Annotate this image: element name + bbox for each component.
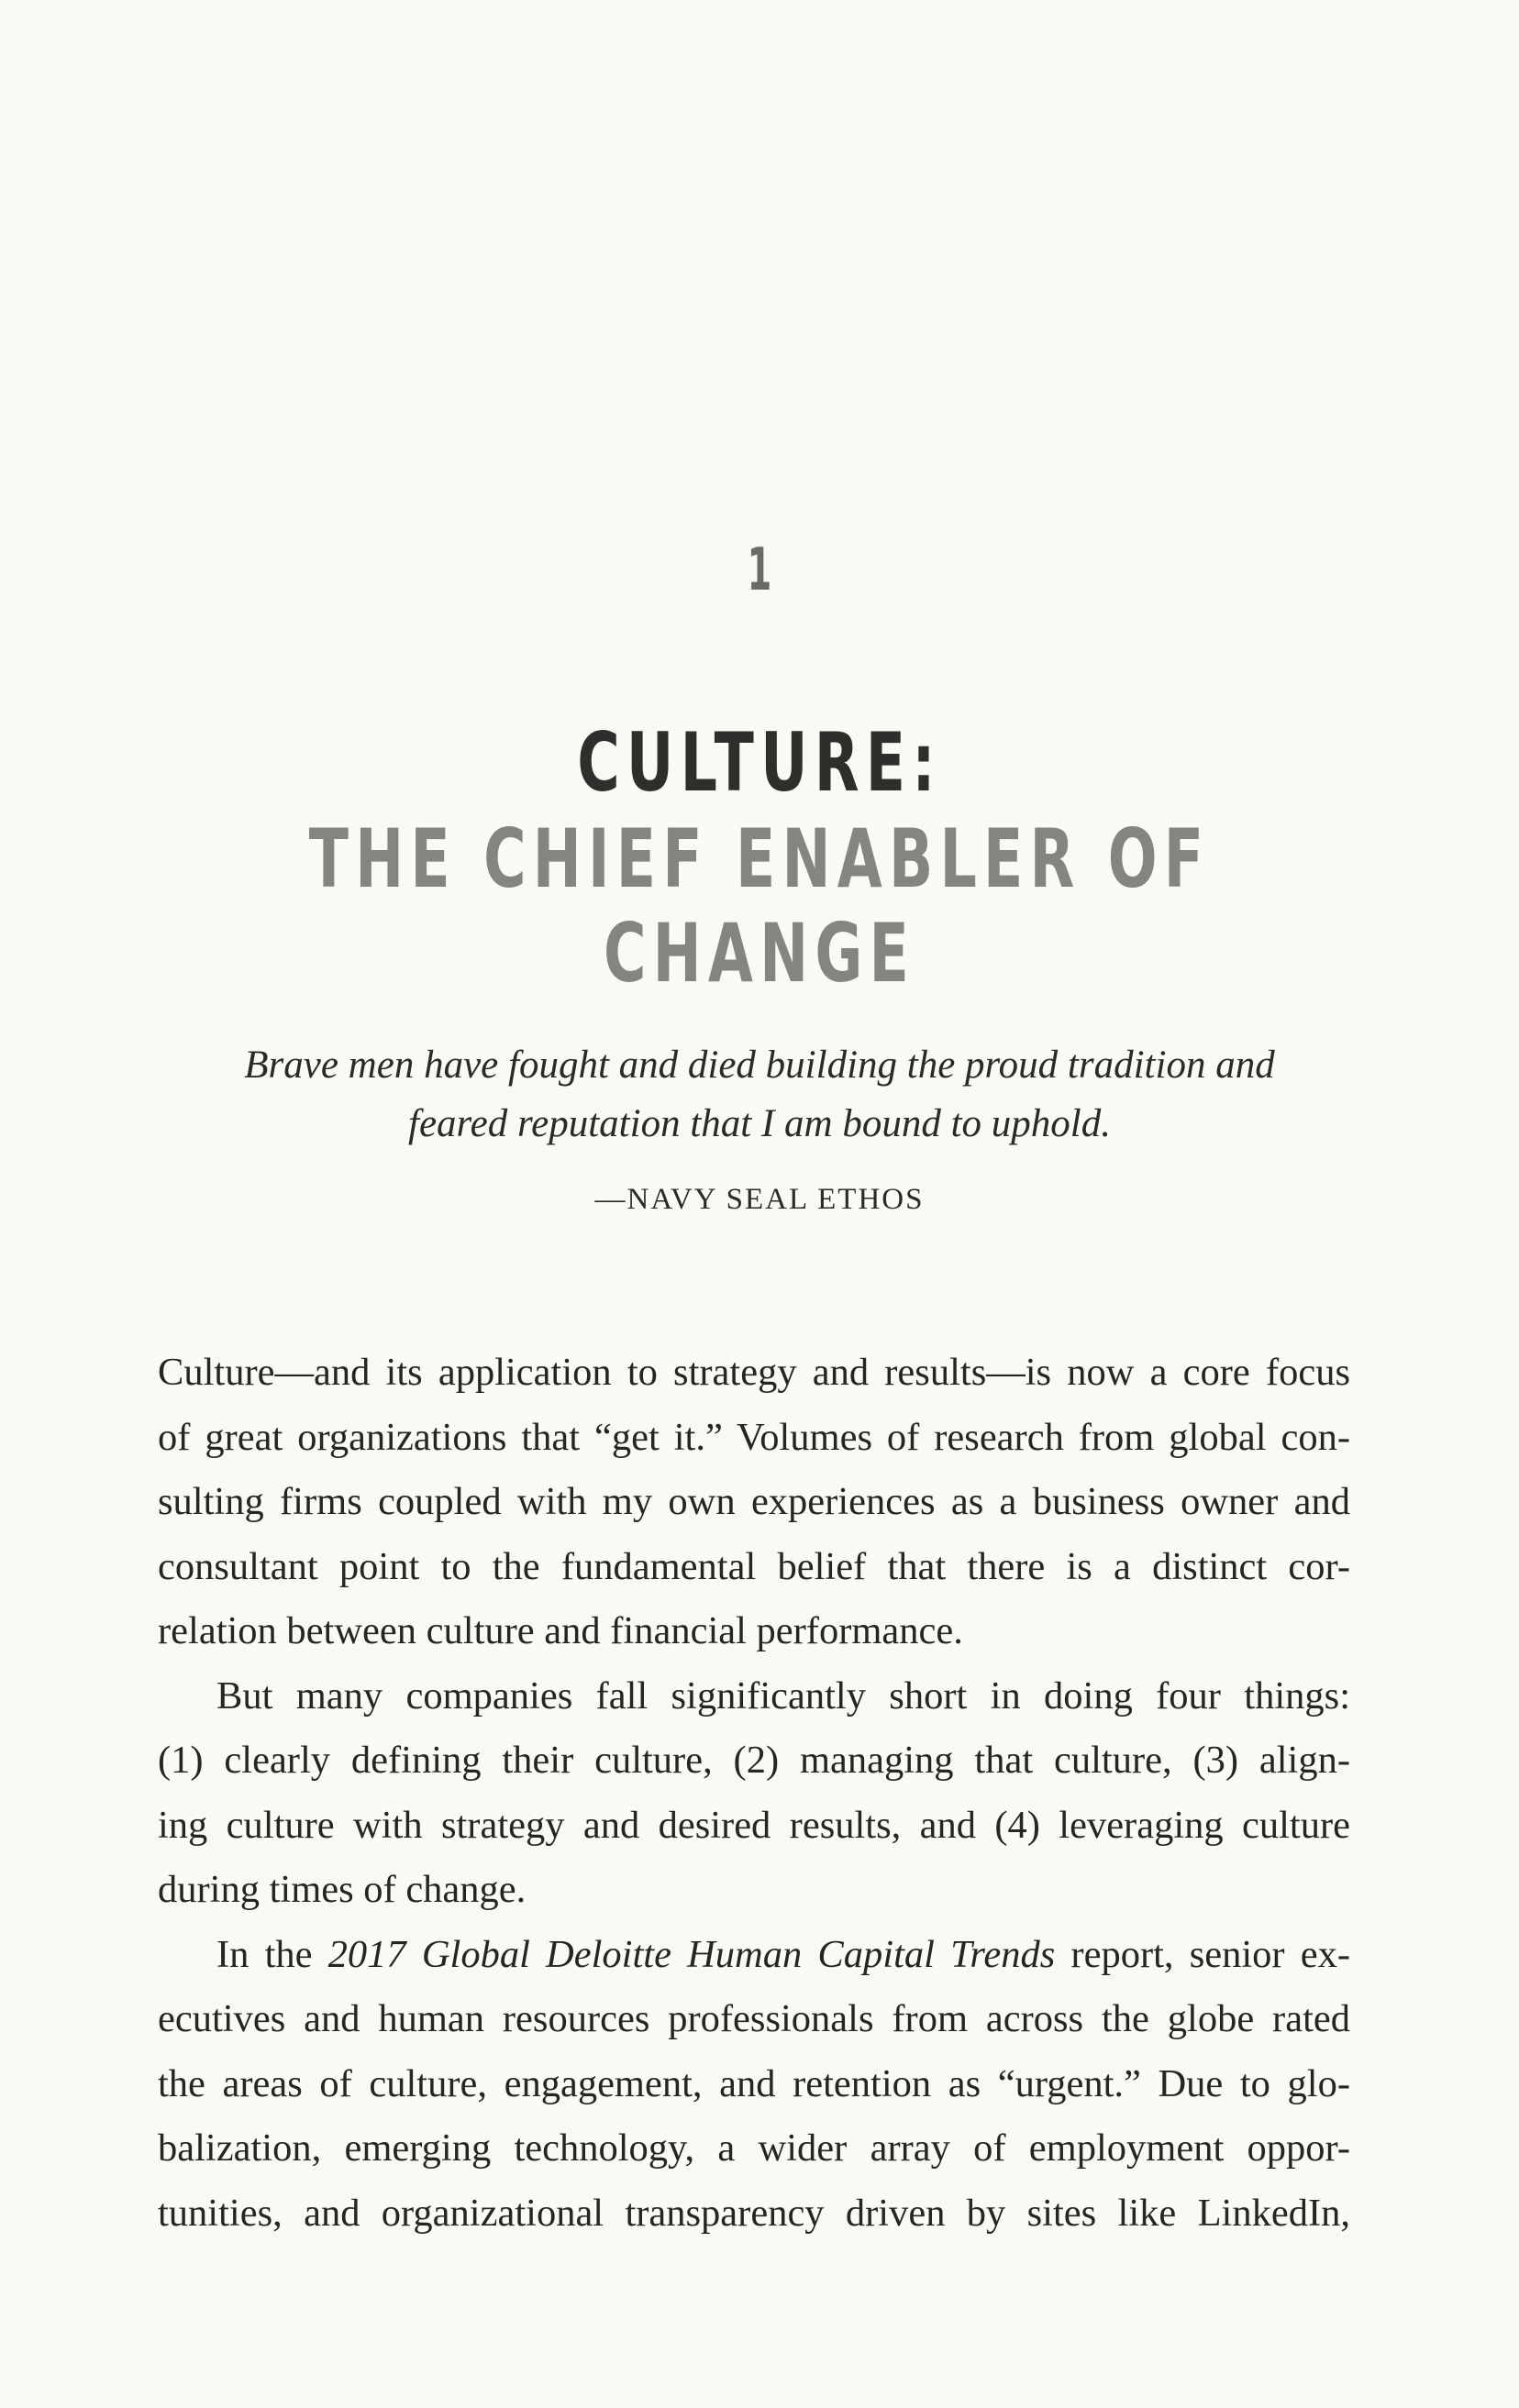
- text-line: [158, 1923, 1350, 1988]
- text-line: (1) clearly defining their culture, (2) managing that culture, (3) align-: [158, 1739, 1350, 1782]
- text-line: the areas of culture, engagement, and retention as “urgent.” Due to glo-: [158, 2061, 1350, 2105]
- text-fragment: In the: [216, 1932, 328, 1976]
- text-line: consultant point to the fundamental belief that there is a distinct cor-: [158, 1544, 1350, 1588]
- text-line: Culture—and its application to strategy and results—is now a core focus: [158, 1351, 1350, 1394]
- paragraph-3: [158, 1923, 1350, 2247]
- epigraph-line-1: Brave men have fought and died building the proud tradition and: [244, 1044, 1275, 1087]
- chapter-number: 1: [747, 536, 772, 604]
- text-fragment: report, senior ex-: [1055, 1932, 1350, 1976]
- paragraph-1: [158, 1341, 1350, 1664]
- text-line: relation between culture and financial performance.: [158, 1609, 963, 1652]
- epigraph-line-2: feared reputation that I am bound to uphold.: [408, 1102, 1111, 1145]
- body-text: [158, 1341, 1350, 2246]
- epigraph: [0, 1036, 1519, 1154]
- text-line: But many companies fall significantly short in doing four things:: [216, 1673, 1350, 1718]
- text-line: ing culture with strategy and desired results, and (4) leveraging culture: [158, 1803, 1350, 1847]
- text-line: ecutives and human resources professionals from across the globe rated: [158, 1997, 1350, 2040]
- chapter-title-subtitle: THE CHIEF ENABLER OF CHANGE: [308, 812, 1211, 1000]
- text-line: of great organizations that “get it.” Volumes of research from global con-: [158, 1415, 1350, 1459]
- paragraph-2: [158, 1664, 1350, 1923]
- text-line: balization, emerging technology, a wider array of employment oppor-: [158, 2126, 1350, 2170]
- epigraph-attribution: —NAVY SEAL ETHOS: [594, 1183, 925, 1216]
- chapter-title-main: CULTURE:: [577, 715, 942, 810]
- text-line: sulting firms coupled with my own experiences as a business owner and: [158, 1480, 1350, 1523]
- report-title: 2017 Global Deloitte Human Capital Trends: [327, 1932, 1056, 1976]
- text-line: tunities, and organizational transparency driven by sites like LinkedIn,: [158, 2191, 1350, 2235]
- text-line: during times of change.: [158, 1868, 527, 1911]
